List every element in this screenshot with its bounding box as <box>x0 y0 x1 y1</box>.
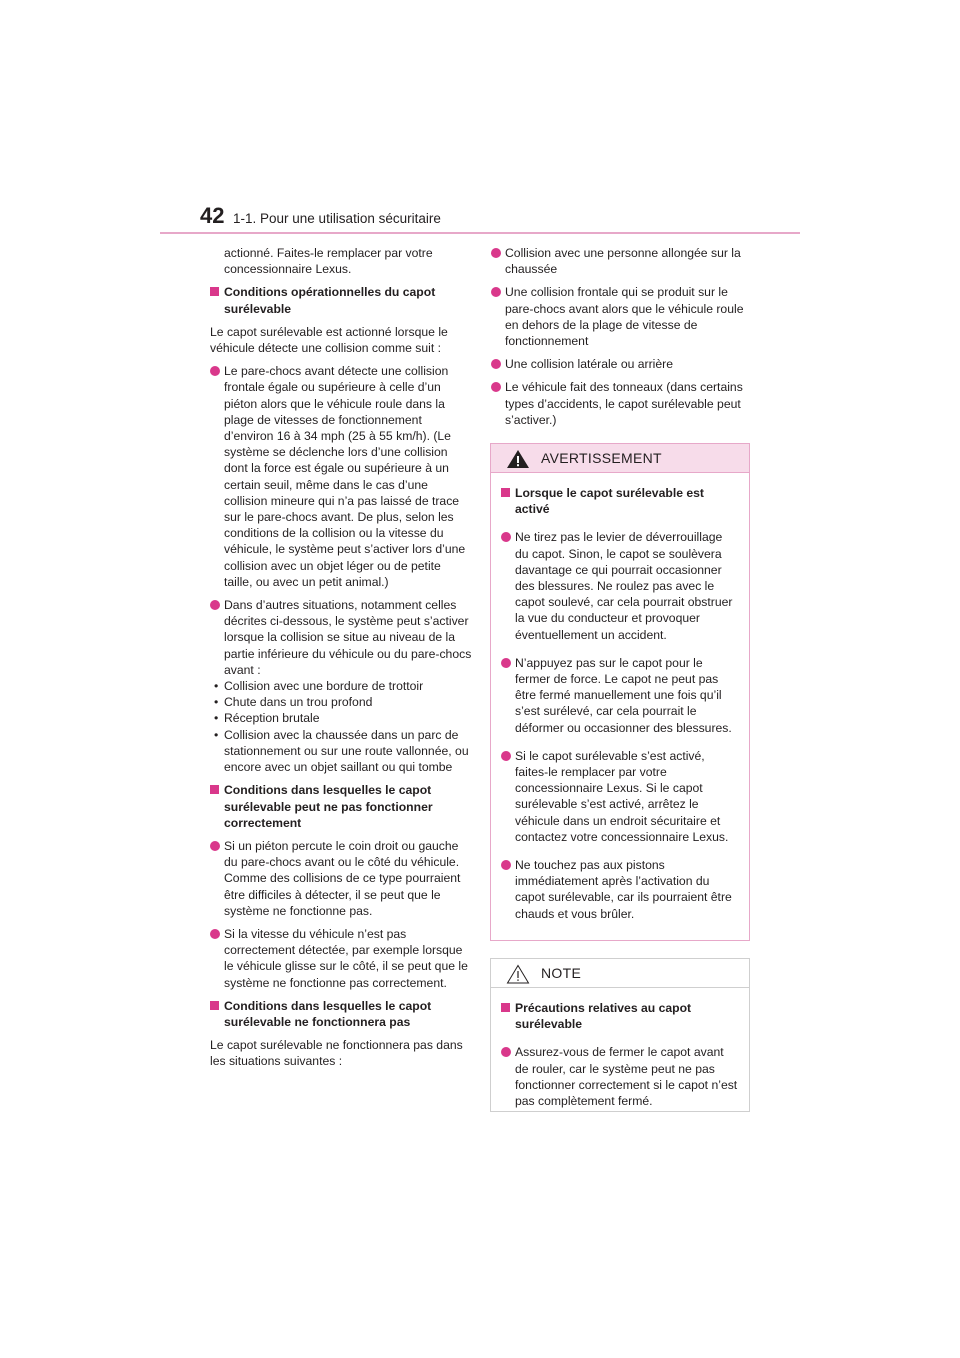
list-item: Dans d’autres situations, notamment celles décrites ci-dessous, le système peut s’activer lorsque la collision se situe au niveau de la partie inférieure du véhicule ou du pare-chocs avant : • Collision avec une bordure de trottoir • Chute dans un trou profond • Réception brutale • Collision avec la chaussée dans un parc de stationnement ou sur une route vallonnée, ou encore avec un objet saillant ou qui tombe <box>210 597 472 775</box>
square-bullet-icon <box>210 287 219 296</box>
note-title: NOTE <box>541 965 582 981</box>
circle-bullet-icon <box>491 248 501 258</box>
list-item: Si un piéton percute le coin droit ou gauche du pare-chocs avant ou le côté du véhicule. Comme des collisions de ce type pourraient être difficiles à détecter, il se peut que le système ne fonctionne pas. <box>210 838 472 919</box>
warning-item: Ne touchez pas aux pistons immédiatement après l’activation du capot surélevable, car ils pourraient être chauds et vous brûler. <box>501 857 739 922</box>
header-rule <box>160 232 800 234</box>
circle-bullet-icon <box>501 658 511 668</box>
warning-title: AVERTISSEMENT <box>541 450 662 466</box>
warning-box <box>490 443 750 941</box>
caution-triangle-icon <box>506 964 530 989</box>
note-heading: Précautions relatives au capot surélevable <box>501 1000 739 1032</box>
note-body <box>491 988 749 1109</box>
warning-item: N’appuyez pas sur le capot pour le fermer de force. Le capot ne peut pas être fermé manuellement une fois qu’il s’est surélevé, car cela pourrait le déformer ou occasionner des blessures. <box>501 655 739 736</box>
square-bullet-icon <box>210 1001 219 1010</box>
page-header <box>160 204 800 236</box>
note-header <box>491 959 749 988</box>
sub-list-item: • Chute dans un trou profond <box>214 695 373 710</box>
sub-list <box>210 678 472 775</box>
circle-bullet-icon <box>501 1047 511 1057</box>
heading-will-not-work: Conditions dans lesquelles le capot surélevable ne fonctionnera pas <box>210 998 472 1030</box>
square-bullet-icon <box>501 1003 510 1012</box>
warning-header <box>491 444 749 473</box>
circle-bullet-icon <box>210 600 220 610</box>
circle-bullet-icon <box>501 532 511 542</box>
sub-list-item: • Réception brutale <box>214 711 320 726</box>
warning-heading: Lorsque le capot surélevable est activé <box>501 485 739 517</box>
square-bullet-icon <box>210 785 219 794</box>
note-item: Assurez-vous de fermer le capot avant de rouler, car le système peut ne pas fonctionner correctement si le capot n’est pas complètement fermé. <box>501 1044 739 1109</box>
circle-bullet-icon <box>491 382 501 392</box>
heading-may-not-work: Conditions dans lesquelles le capot surélevable peut ne pas fonctionner correctement <box>210 782 472 831</box>
circle-bullet-icon <box>501 751 511 761</box>
list-item: Le pare-chocs avant détecte une collision frontale égale ou supérieure à celle d’un piéton alors que le véhicule roule dans la plage de vitesses de fonctionnement d’environ 16 à 34 mph (25 à 55 km/h). (Le système se déclenche lors d’une collision dont la force est égale ou supérieure à un certain seuil, même dans le cas d’une collision mineure qui n’a pas laissé de trace sur le pare-chocs avant. De plus, selon les conditions de la collision ou la vitesse du véhicule, le système peut s’activer lors d’une collision avec un objet léger ou de petite taille, ou avec un petit animal.) <box>210 363 472 590</box>
square-bullet-icon <box>501 488 510 497</box>
continuation-text: actionné. Faites-le remplacer par votre concessionnaire Lexus. <box>224 246 433 277</box>
list-item: Si la vitesse du véhicule n’est pas correctement détectée, par exemple lorsque le véhicule glisse sur le côté, il se peut que le système ne fonctionne pas correctement. <box>210 926 472 991</box>
warning-item: Ne tirez pas le levier de déverrouillage du capot. Sinon, le capot se soulèvera davantage ce qui pourrait occasionner des blessures. Ne roulez pas avec le capot soulevé, car cela pourrait obstruer la vue du conducteur et provoquer éventuellement un accident. <box>501 529 739 642</box>
list-item: Collision avec une personne allongée sur la chaussée <box>491 245 753 277</box>
heading-operating-conditions: Conditions opérationnelles du capot surélevable <box>210 284 472 316</box>
warning-item: Si le capot surélevable s’est activé, faites-le remplacer par votre concessionnaire Lexus. Si le capot surélevable s’est activé, arrêtez le véhicule dans un endroit sécuritaire et contactez votre concessionnaire Lexus. <box>501 748 739 845</box>
paragraph: Le capot surélevable est actionné lorsque le véhicule détecte une collision comme suit : <box>210 324 448 356</box>
right-column <box>491 245 753 435</box>
sub-list-item: • Collision avec la chaussée dans un parc de stationnement ou sur une route vallonnée, ou encore avec un objet saillant ou qui tombe <box>214 727 469 775</box>
warning-body <box>491 473 749 922</box>
circle-bullet-icon <box>210 366 220 376</box>
circle-bullet-icon <box>491 359 501 369</box>
paragraph: Le capot surélevable ne fonctionnera pas dans les situations suivantes : <box>210 1038 463 1069</box>
page-number: 42 <box>200 203 225 228</box>
warning-triangle-icon <box>506 449 530 474</box>
note-box <box>490 958 750 1112</box>
circle-bullet-icon <box>210 841 220 851</box>
list-item: Le véhicule fait des tonneaux (dans certains types d’accidents, le capot surélevable peut s’activer.) <box>491 379 753 428</box>
section-title: 1-1. Pour une utilisation sécuritaire <box>233 211 441 226</box>
circle-bullet-icon <box>501 860 511 870</box>
list-item: Une collision latérale ou arrière <box>491 356 753 372</box>
left-column <box>210 245 472 1077</box>
circle-bullet-icon <box>210 929 220 939</box>
sub-list-item: • Collision avec une bordure de trottoir <box>214 679 424 694</box>
list-item: Une collision frontale qui se produit sur le pare-chocs avant alors que le véhicule roule en dehors de la plage de vitesse de fonctionnement <box>491 284 753 349</box>
circle-bullet-icon <box>491 287 501 297</box>
